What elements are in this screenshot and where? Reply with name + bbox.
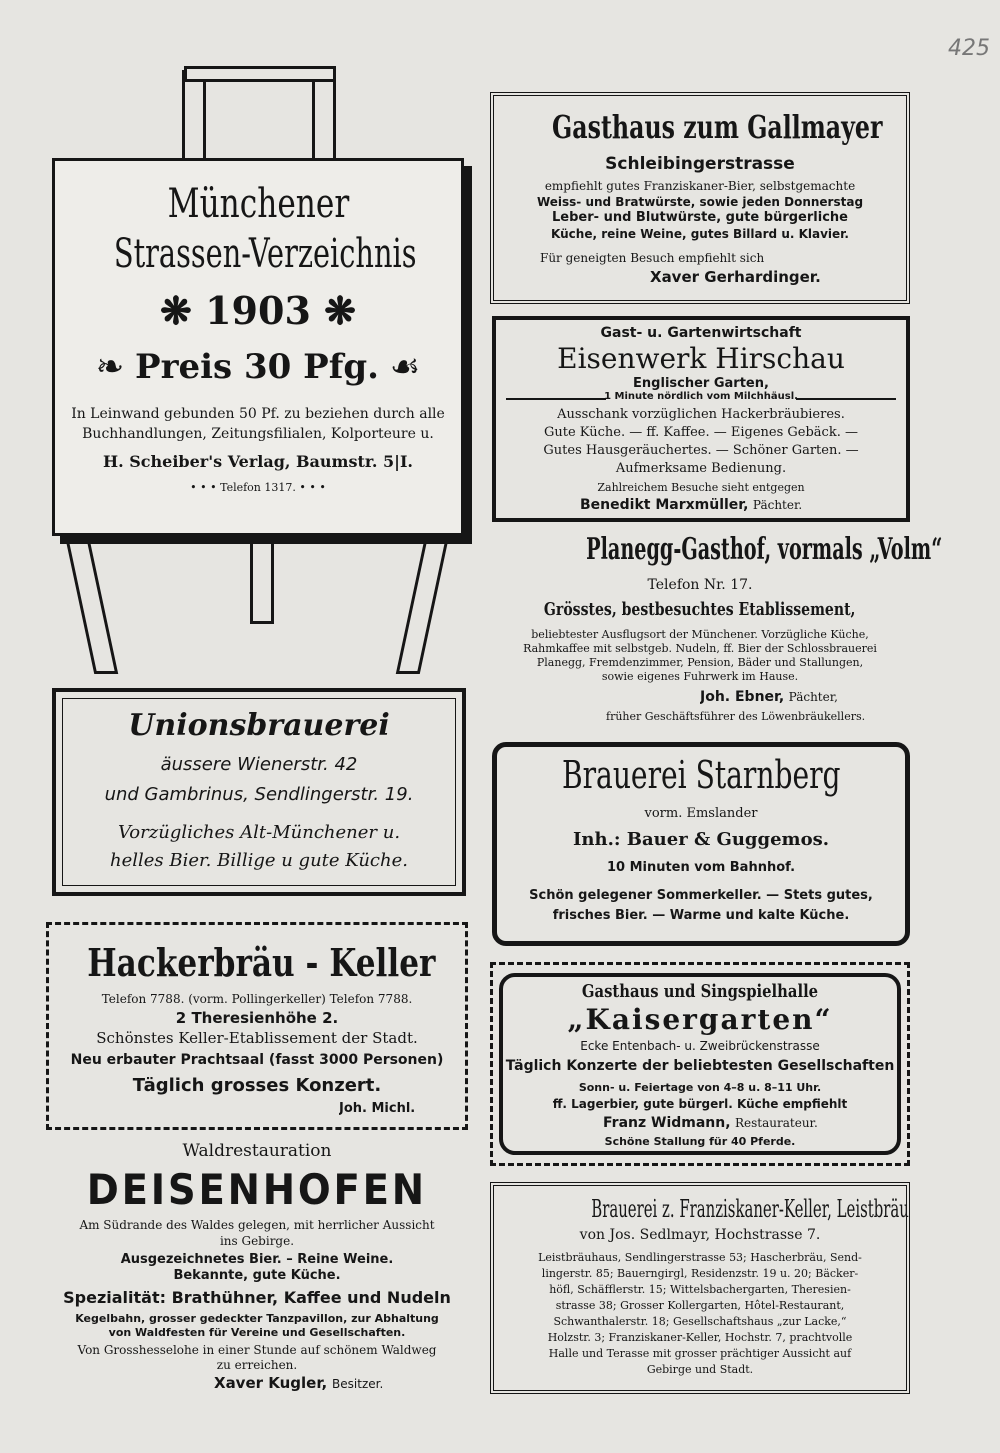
franziskaner-line-2: lingerstr. 85; Bauerngirgl, Residenzstr. 19 u. 20; Bäcker- xyxy=(541,1267,859,1280)
franziskaner-line-1: Leistbräuhaus, Sendlingerstrasse 53; Hascherbräu, Send- xyxy=(538,1251,862,1264)
deisenhofen-line-2: ins Gebirge. xyxy=(219,1234,295,1248)
easel-leg-right xyxy=(396,540,448,674)
hirschau-line-3: Gutes Hausgeräuchertes. — Schöner Garten. — xyxy=(543,443,859,458)
hirschau-subtitle: Englischer Garten, xyxy=(633,376,769,391)
hackerbraeu-title: Hackerbräu - Keller xyxy=(87,940,436,985)
franziskaner-line-4: strasse 38; Grosser Kollergarten, Hôtel-Restaurant, xyxy=(555,1299,845,1312)
hirschau-signature-role: Pächter. xyxy=(752,498,803,512)
hirschau-distance: 1 Minute nördlich vom Milchhäusl. xyxy=(604,391,798,402)
starnberg-title: Brauerei Starnberg xyxy=(561,753,841,797)
easel-top-bar xyxy=(184,66,336,82)
gallmayer-line-3: Leber- und Blutwürste, gute bürgerliche xyxy=(552,210,848,225)
hirschau-line-1: Ausschank vorzüglichen Hackerbräubieres. xyxy=(557,407,845,422)
ad-deisenhofen xyxy=(46,1140,468,1396)
gallmayer-line-4: Küche, reine Weine, gutes Billard u. Klavier. xyxy=(551,227,849,241)
deisenhofen-line-9: zu erreichen. xyxy=(216,1358,298,1372)
hirschau-line-5: Zahlreichem Besuche sieht entgegen xyxy=(597,481,805,494)
deisenhofen-line-7: von Waldfesten für Vereine und Gesellschaften. xyxy=(108,1326,406,1339)
easel-price: Preis 30 Pfg. xyxy=(135,347,379,387)
kaisergarten-line-3: Sonn- u. Feiertage von 4–8 u. 8–11 Uhr. xyxy=(578,1081,822,1094)
franziskaner-line-7: Halle und Terasse mit grosser prächtiger Aussicht auf xyxy=(548,1347,852,1360)
ad-kaisergarten xyxy=(490,962,910,1166)
gallmayer-line-2: Weiss- und Bratwürste, sowie jeden Donnerstag xyxy=(536,195,864,209)
kaisergarten-line-5: Schöne Stallung für 40 Pferde. xyxy=(604,1135,796,1148)
franziskaner-line-6: Holzstr. 3; Franziskaner-Keller, Hochstr. 7, prachtvolle xyxy=(547,1331,853,1344)
ad-gallmayer xyxy=(490,92,910,304)
kaisergarten-signature-name: Franz Widmann, xyxy=(603,1115,731,1131)
planegg-signature-note: früher Geschäftsführer des Löwenbräukellers. xyxy=(606,710,866,723)
deisenhofen-kicker: Waldrestauration xyxy=(182,1141,332,1161)
easel-publisher: H. Scheiber's Verlag, Baumstr. 5|I. xyxy=(102,452,413,471)
unionsbrauerei-line-2: und Gambrinus, Sendlingerstr. 19. xyxy=(104,784,414,805)
planegg-line-1: beliebtester Ausflugsort der Münchener. Vorzügliche Küche, xyxy=(531,628,869,641)
starnberg-line-2: Inh.: Bauer & Guggemos. xyxy=(573,829,829,850)
gallmayer-signature: Xaver Gerhardinger. xyxy=(650,268,821,286)
franziskaner-owner: von Jos. Sedlmayr, Hochstrasse 7. xyxy=(579,1227,821,1243)
planegg-line-4: sowie eigenes Fuhrwerk im Hause. xyxy=(601,670,799,683)
ad-unionsbrauerei xyxy=(52,688,466,896)
unionsbrauerei-title: Unionsbrauerei xyxy=(128,708,390,743)
kaisergarten-line-1: Ecke Entenbach- u. Zweibrückenstrasse xyxy=(580,1039,820,1053)
easel-leg-center xyxy=(250,540,274,624)
starnberg-line-3: 10 Minuten vom Bahnhof. xyxy=(606,860,796,875)
starnberg-line-4: Schön gelegener Sommerkeller. — Stets gutes, xyxy=(529,888,873,903)
deisenhofen-line-3: Ausgezeichnetes Bier. – Reine Weine. xyxy=(120,1252,394,1267)
price-ornament-right: ☙ xyxy=(389,347,421,387)
planegg-phone: Telefon Nr. 17. xyxy=(647,577,753,593)
hirschau-line-4: Aufmerksame Bedienung. xyxy=(615,461,787,476)
deisenhofen-title: DEISENHOFEN xyxy=(86,1165,428,1214)
planegg-line-3: Planegg, Fremdenzimmer, Pension, Bäder und Stallungen, xyxy=(536,656,864,669)
franziskaner-line-8: Gebirge und Stadt. xyxy=(646,1363,754,1376)
franziskaner-line-5: Schwanthalerstr. 18; Gesellschaftshaus „zur Lacke,“ xyxy=(553,1315,847,1328)
planegg-signature-role: Pächter, xyxy=(788,690,838,704)
easel-body-2: Buchhandlungen, Zeitungsfilialen, Kolporteure u. xyxy=(82,426,434,442)
unionsbrauerei-line-3: Vorzügliches Alt-Münchener u. xyxy=(117,822,401,843)
ad-franziskaner xyxy=(490,1182,910,1394)
planegg-title: Planegg-Gasthof, vormals „Volm“ xyxy=(586,532,943,567)
hackerbraeu-line-4: Neu erbauter Prachtsaal (fasst 3000 Personen) xyxy=(70,1052,444,1068)
hirschau-line-2: Gute Küche. — ff. Kaffee. — Eigenes Gebäck. — xyxy=(544,425,858,440)
gallmayer-line-5: Für geneigten Besuch empfiehlt sich xyxy=(540,251,765,265)
deisenhofen-line-4: Bekannte, gute Küche. xyxy=(173,1268,341,1283)
ad-starnberg xyxy=(492,742,910,946)
ad-planegg xyxy=(486,532,943,732)
hirschau-signature-name: Benedikt Marxmüller, xyxy=(580,497,749,513)
deisenhofen-signature-role: Besitzer. xyxy=(332,1377,384,1391)
gallmayer-subtitle: Schleibingerstrasse xyxy=(605,154,795,174)
kaisergarten-line-4: ff. Lagerbier, gute bürgerl. Küche empfiehlt xyxy=(552,1097,848,1111)
hackerbraeu-line-1: Telefon 7788. (vorm. Pollingerkeller) Telefon 7788. xyxy=(101,992,413,1006)
franziskaner-line-3: höfl, Schäfflerstr. 15; Wittelsbachergarten, Theresien- xyxy=(549,1283,851,1296)
starnberg-line-5: frisches Bier. — Warme und kalte Küche. xyxy=(552,908,850,923)
easel-leg-left xyxy=(66,540,118,674)
deisenhofen-line-6: Kegelbahn, grosser gedeckter Tanzpavillon, zur Abhaltung xyxy=(75,1312,439,1325)
easel-year: ❋ 1903 ❋ xyxy=(160,288,356,333)
franziskaner-title: Brauerei z. Franziskaner-Keller, Leistbräu xyxy=(591,1195,909,1223)
unionsbrauerei-line-4: helles Bier. Billige u gute Küche. xyxy=(110,850,408,871)
deisenhofen-signature-name: Xaver Kugler, xyxy=(214,1374,328,1392)
price-ornament-left: ❧ xyxy=(95,347,125,387)
kaisergarten-kicker: Gasthaus und Singspielhalle xyxy=(581,981,819,1002)
starnberg-line-1: vorm. Emslander xyxy=(644,806,758,821)
hackerbraeu-line-2: 2 Theresienhöhe 2. xyxy=(175,1009,339,1027)
hackerbraeu-line-3: Schönstes Keller-Etablissement der Stadt. xyxy=(96,1029,418,1047)
hirschau-kicker: Gast- u. Gartenwirtschaft xyxy=(600,325,802,341)
gallmayer-title: Gasthaus zum Gallmayer xyxy=(552,108,883,146)
deisenhofen-line-5: Spezialität: Brathühner, Kaffee und Nudeln xyxy=(63,1288,451,1307)
kaisergarten-title: „Kaisergarten“ xyxy=(567,1003,833,1036)
deisenhofen-line-1: Am Südrande des Waldes gelegen, mit herrlicher Aussicht xyxy=(79,1218,435,1232)
page-number: 425 xyxy=(948,36,990,61)
easel-board xyxy=(52,158,464,536)
unionsbrauerei-line-1: äussere Wienerstr. 42 xyxy=(160,754,358,775)
easel-phone: • • • Telefon 1317. • • • xyxy=(190,481,326,494)
easel-body-1: In Leinwand gebunden 50 Pf. zu beziehen durch alle xyxy=(71,406,445,422)
kaisergarten-signature-role: Restaurateur. xyxy=(735,1116,818,1130)
ad-hirschau xyxy=(492,316,910,522)
deisenhofen-line-8: Von Grosshesselohe in einer Stunde auf schönem Waldweg xyxy=(77,1343,437,1357)
hackerbraeu-line-5: Täglich grosses Konzert. xyxy=(132,1075,382,1096)
planegg-subtitle: Grösstes, bestbesuchtes Etablissement, xyxy=(544,599,856,620)
kaisergarten-line-2: Täglich Konzerte der beliebtesten Gesellschaften xyxy=(505,1058,895,1074)
easel-title-2: Strassen-Verzeichnis xyxy=(113,231,417,277)
planegg-line-2: Rahmkaffee mit selbstgeb. Nudeln, ff. Bier der Schlossbrauerei xyxy=(523,642,877,655)
easel-title-1: Münchener xyxy=(167,181,349,227)
planegg-signature-name: Joh. Ebner, xyxy=(700,689,785,705)
ad-hackerbraeu xyxy=(46,922,468,1130)
hackerbraeu-signature: Joh. Michl. xyxy=(339,1101,416,1116)
gallmayer-line-1: empfiehlt gutes Franziskaner-Bier, selbstgemachte xyxy=(544,179,856,193)
hirschau-title: Eisenwerk Hirschau xyxy=(557,342,845,375)
